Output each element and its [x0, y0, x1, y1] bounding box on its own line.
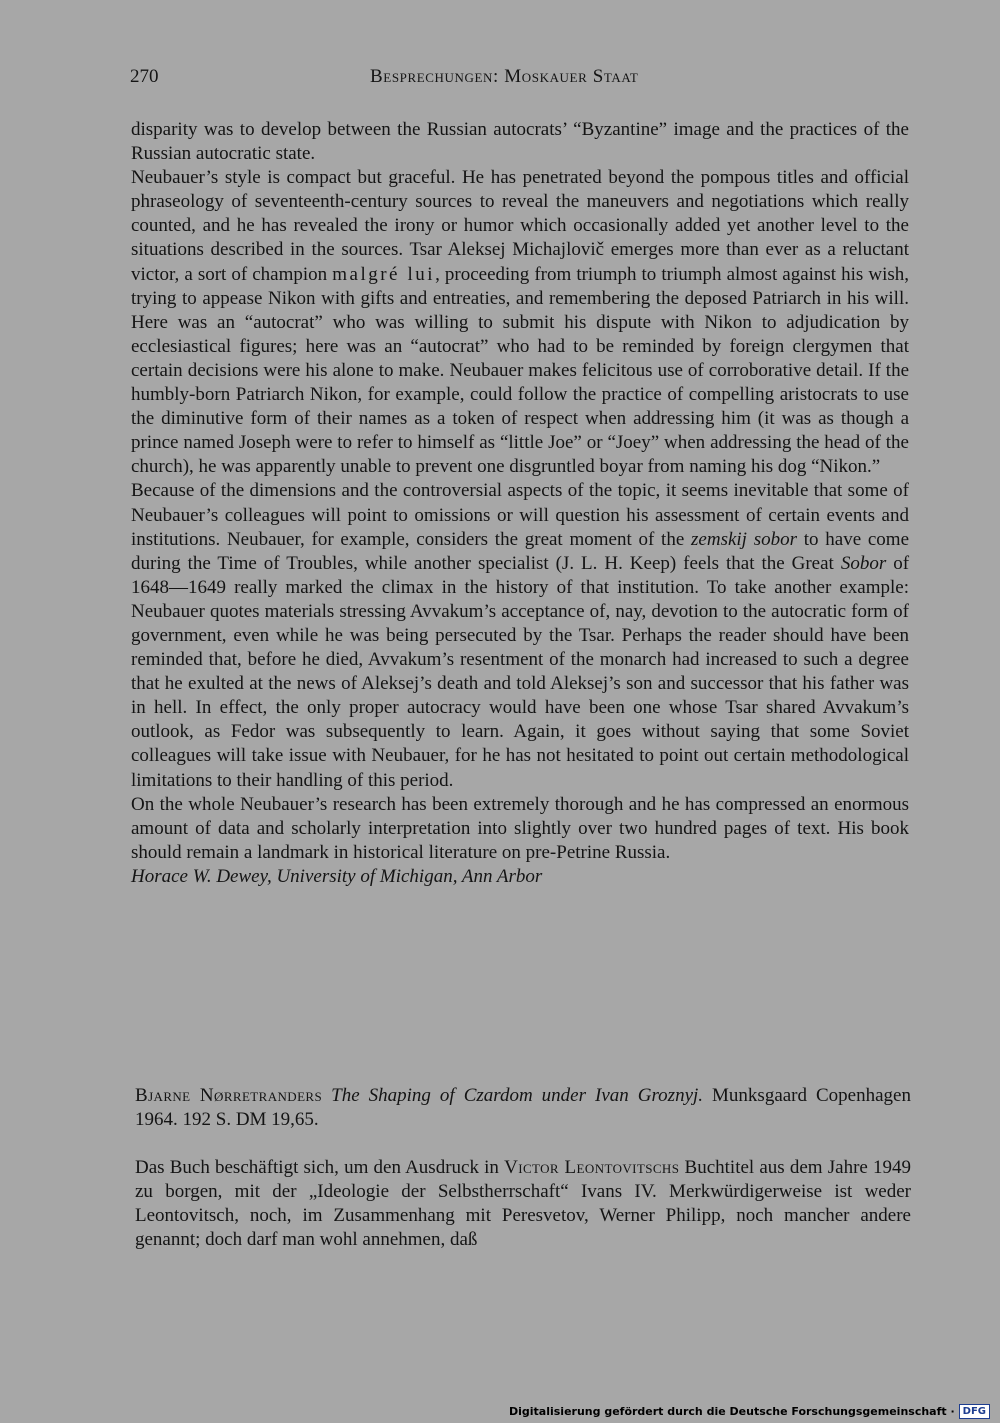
page-number: 270 [130, 66, 159, 87]
review1-p3-c: of 1648—1649 really marked the climax in the history of that institution. To take another example: Neubauer quotes materials stressing Avvakum’s acceptance of, nay, devotion to the autocratic form of government, even while he was being persecuted by the Tsar. Perhaps the reader should have been reminded that, before he died, Avvakum’s resentment of the monarch had increased to such a degree that he exulted at the news of Aleksej’s death and told Aleksej’s son and successor that his father was in hell. In effect, the only proper autocracy would have been one whose Tsar shared Avvakum’s outlook, as Fedor was subsequently to learn. Again, it goes without saying that some Soviet colleagues will take issue with Neubauer, for he has not hesitated to point out certain methodological limitations to their handling of this period. [131, 552, 910, 791]
review1-p4-text: On the whole Neubauer’s research has been extremely thorough and he has compressed an enormous amount of data and scholarly interpretation into slightly over two hundred pages of text. His book should remain a landmark in historical literature on pre-Petrine Russia. [131, 793, 909, 863]
review2-p1-a: Das Buch beschäftigt sich, um den Ausdruck in [135, 1157, 499, 1179]
review1-paragraph-1 [131, 118, 909, 166]
review-norretranders [135, 1084, 911, 1253]
bibliographic-entry [135, 1084, 911, 1132]
review2-p1-b: Buchtitel aus dem Jahre 1949 zu borgen, mit der „Ideologie der Selbstherrschaft“ Ivans IV. Merkwürdigerweise ist weder Leontovitsch, noch, im Zusammenhang mit Peresvetov, Werner Philipp, noch mancher andere genannt; doch darf man wohl annehmen, daß [135, 1157, 912, 1251]
review1-p3-b: to have come during the Time of Troubles, while another specialist (J. L. H. Keep) feels that the Great [131, 528, 910, 574]
review1-signature: Horace W. Dewey, University of Michigan, Ann Arbor [131, 865, 543, 887]
review1-p3-a: Because of the dimensions and the controversial aspects of the topic, it seems inevitable that some of Neubauer’s colleagues will point to omissions or will question his assessment of certain events and institutions. Neubauer, for example, considers the great moment of the [131, 480, 909, 550]
dfg-logo: DFG [959, 1404, 990, 1419]
review1-p2-before: Neubauer’s style is compact but graceful. He has penetrated beyond the pompous titles and official phraseology of seventeenth-century sources to reveal the maneuvers and negotiations which really counted, and he has revealed the irony or humor which occasionally added yet another level to the situations described in the sources. Tsar Aleksej Michajlovič emerges more than ever as a reluctant victor, a sort of champion [131, 167, 909, 285]
review1-paragraph-3 [131, 479, 909, 792]
review1-p3-italic-sobor: Sobor [840, 552, 887, 574]
book-publisher: Munksgaard Copenhagen 1964. 192 S. DM 19,65. [135, 1085, 911, 1131]
running-head: Besprechungen: Moskauer Staat [370, 66, 639, 87]
review2-p1-name: Victor Leontovitschs [504, 1157, 680, 1179]
digitization-footer [509, 1404, 990, 1419]
review1-p2-after: , proceeding from triumph to triumph almost against his wish, trying to appease Nikon with gifts and entreaties, and remembering the deposed Patriarch in his will. Here was an “autocrat” who was willing to submit his dispute with Nikon to adjudication by ecclesiastical figures; here was an “autocrat” who had to be reminded by foreign clergymen that certain decisions were his alone to make. Neubauer makes felicitous use of corroborative detail. If the humbly-born Patriarch Nikon, for example, could follow the practice of compelling aristocrats to use the diminutive form of their names as a token of respect when addressing him (it was as though a prince named Joseph were to refer to himself as “little Joe” or “Joey” when addressing the head of the church), he was apparently unable to prevent one disgruntled boyar from naming his dog “Nikon.” [131, 263, 909, 478]
footer-text: Digitalisierung gefördert durch die Deutsche Forschungsgemeinschaft · [508, 1405, 955, 1418]
review1-paragraph-4 [131, 793, 909, 865]
page-header [130, 66, 910, 94]
book-author: Bjarne Nørretranders [135, 1085, 323, 1106]
review2-paragraph-1 [135, 1156, 911, 1252]
review1-p2-spaced-phrase: malgré lui [332, 263, 436, 285]
review1-paragraph-2 [131, 166, 909, 479]
review-dewey [131, 118, 909, 889]
book-title: The Shaping of Czardom under Ivan Groznyj. [331, 1085, 704, 1106]
review1-p1-text: disparity was to develop between the Russian autocrats’ “Byzantine” image and the practices of the Russian autocratic state. [131, 119, 909, 165]
review1-p3-italic-zemskij: zemskij sobor [691, 528, 797, 550]
